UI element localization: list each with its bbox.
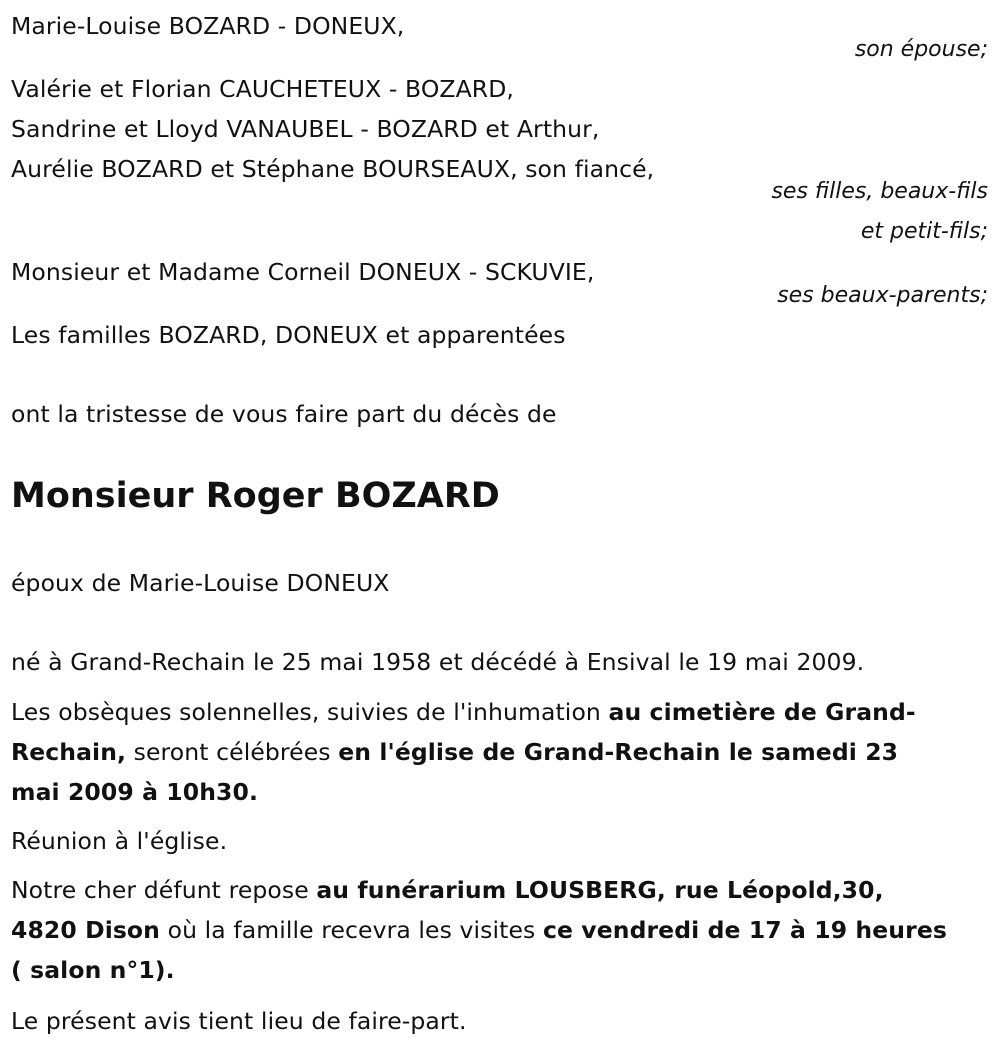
funeral-line-2 [11,732,898,772]
spouse-relation: son épouse; [854,37,988,62]
visit-time: ce vendredi de 17 à 19 heures [542,916,947,944]
funerarium-line-1 [11,870,884,910]
children-line-1: Valérie et Florian CAUCHETEUX - BOZARD, [11,75,514,103]
birth-death: né à Grand-Rechain le 25 mai 1958 et décédé à Ensival le 19 mai 2009. [11,648,865,676]
funerarium-line-3 [11,950,175,990]
children-line-2: Sandrine et Lloyd VANAUBEL - BOZARD et Arthur, [11,115,600,143]
closing-line: Le présent avis tient lieu de faire-part. [11,1007,467,1035]
children-line-3: Aurélie BOZARD et Stéphane BOURSEAUX, son fiancé, [11,155,655,183]
parents-in-law-relation: ses beaux-parents; [777,283,988,308]
spouse-of: époux de Marie-Louise DONEUX [11,569,390,597]
funeral-date: mai 2009 à 10h30. [11,778,258,806]
deceased-name: Monsieur Roger BOZARD [11,476,500,516]
funeral-church: en l'église de Grand-Rechain le samedi 23 [338,738,899,766]
funerarium-line-2 [11,910,947,950]
funerarium-text-2: où la famille recevra les visites [160,916,543,944]
parents-in-law-name: Monsieur et Madame Corneil DONEUX - SCKUVIE, [11,258,595,286]
families-line: Les familles BOZARD, DONEUX et apparentées [11,321,566,349]
funeral-line-3 [11,772,258,812]
reunion: Réunion à l'église. [11,827,228,855]
children-relation-2: et petit-fils; [860,219,988,244]
announcement: ont la tristesse de vous faire part du décès de [11,400,557,428]
funerarium-text-1: Notre cher défunt repose [11,876,317,904]
funerarium-address-2: 4820 Dison [11,916,161,944]
funeral-text-2: seront célébrées [126,738,339,766]
funeral-cemetery-1: au cimetière de Grand- [608,698,916,726]
funeral-text-1: Les obsèques solennelles, suivies de l'inhumation [11,698,609,726]
spouse-name: Marie-Louise BOZARD - DONEUX, [11,12,405,40]
salon-number: ( salon n°1). [11,956,175,984]
children-relation-1: ses filles, beaux-fils [771,179,988,204]
funeral-cemetery-2: Rechain, [11,738,127,766]
funeral-line-1 [11,692,916,732]
funerarium-address-1: au funérarium LOUSBERG, rue Léopold,30, [316,876,884,904]
